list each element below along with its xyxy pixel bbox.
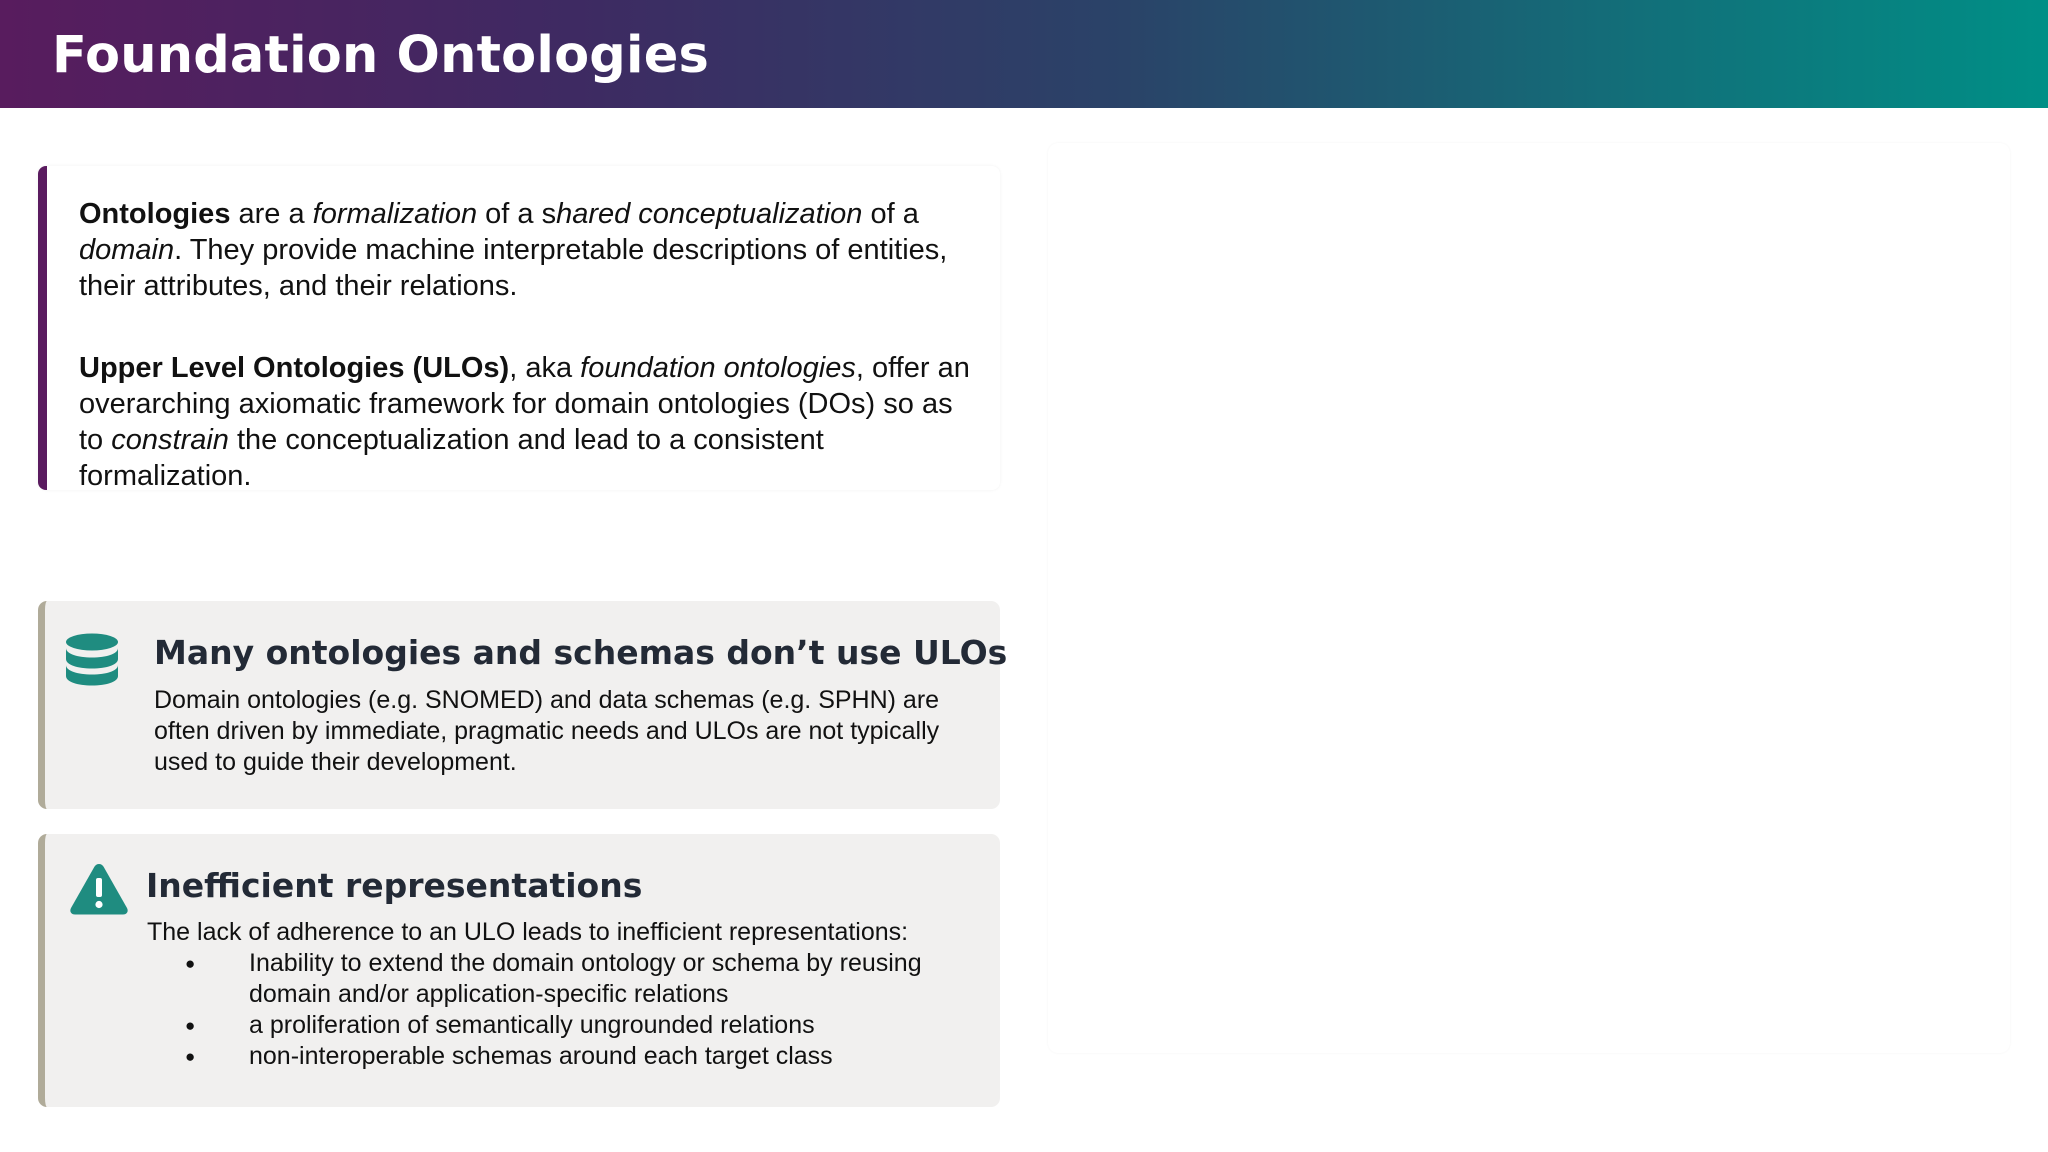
bullet-list [147,948,977,1072]
text-fragment: , offer an overarching axiomatic framework for domain ontologies (DOs) so as to [79,352,970,456]
ulo-definition [79,350,970,494]
domain-term: domain [79,234,175,266]
card-title: Inefficient representations [146,866,643,905]
list-item: ● Inability to extend the domain ontology or schema by reusing domain and/or application-specific relations [147,948,977,1010]
card-description: The lack of adherence to an ULO leads to inefficient representations: [147,918,909,946]
text-fragment: are a [230,198,313,230]
card-title: Many ontologies and schemas don’t use ULOs [154,633,1008,672]
intro-card [38,166,1000,490]
ontology-definition [79,196,970,304]
card-description: Domain ontologies (e.g. SNOMED) and data schemas (e.g. SPHN) are often driven by immediate, pragmatic needs and ULOs are not typically used to guide their development. [154,686,940,776]
slide-title: Foundation Ontologies [52,26,710,85]
conceptualization-term: hared conceptualization [556,198,863,230]
warning-icon [69,862,129,916]
ontologies-term: Ontologies [79,198,231,230]
text-fragment: . They provide machine interpretable descriptions of entities, their attributes, and their relations. [79,234,948,302]
database-icon [65,633,119,693]
inefficient-representations-card [38,834,1000,1107]
text-fragment: , aka [509,352,581,384]
list-item: ● non-interoperable schemas around each target class [147,1041,977,1072]
card-content [147,917,977,1072]
formalization-term: formalization [312,198,478,230]
text-fragment: of a s [477,198,557,230]
text-fragment: the conceptualization and lead to a consistent formalization. [79,424,824,492]
ulo-usage-card [38,601,1008,809]
foundation-ontologies-term: foundation ontologies [580,352,856,384]
ulo-term: Upper Level Ontologies (ULOs) [79,352,510,384]
title-bar [0,0,2048,108]
constrain-term: constrain [111,424,229,456]
list-item: ● a proliferation of semantically ungrounded relations [147,1010,977,1041]
text-fragment: of a [862,198,919,230]
empty-content-panel [1048,143,2010,1053]
